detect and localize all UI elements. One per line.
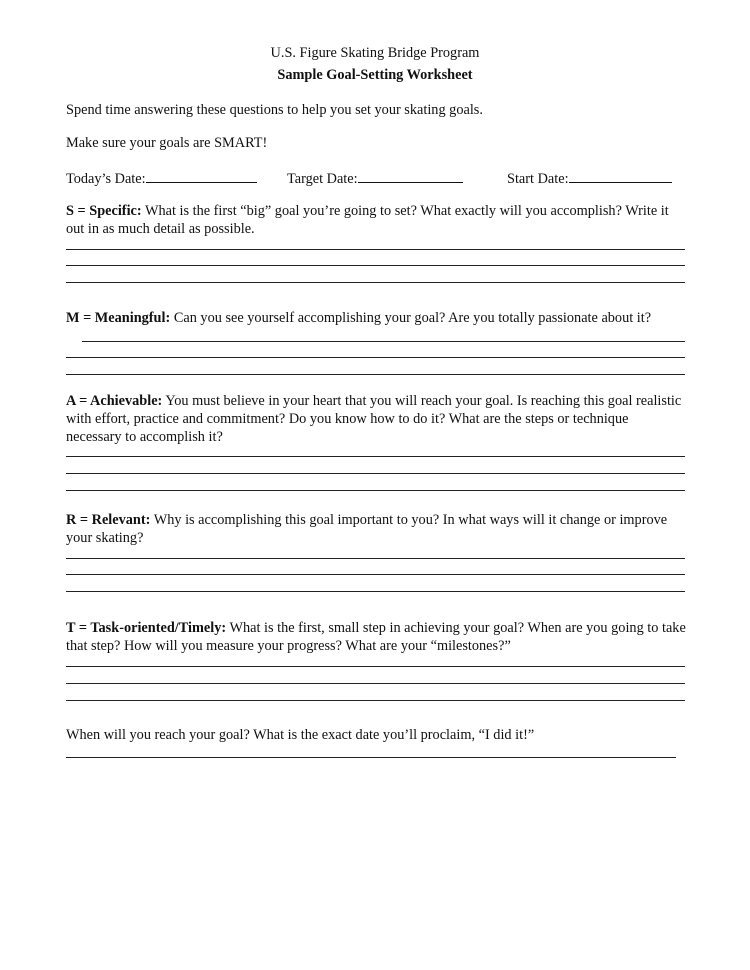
achievable-text: You must believe in your heart that you will reach your goal. Is reaching this goal realistic with effort, practice and commitment? Do you know how to do it? What are the steps or technique necessary to accomplish it?	[66, 393, 682, 445]
smart-reminder: Make sure your goals are SMART!	[66, 135, 268, 151]
meaningful-question	[66, 310, 651, 326]
meaningful-answer-line[interactable]	[66, 357, 685, 358]
start-date-blank[interactable]	[569, 168, 672, 183]
target-date-label: Target Date:	[287, 171, 358, 187]
worksheet-title: Sample Goal-Setting Worksheet	[277, 67, 473, 83]
section-meaningful	[66, 309, 686, 327]
relevant-answer-line[interactable]	[66, 558, 685, 559]
achievable-answer-line[interactable]	[66, 473, 685, 474]
closing-question: When will you reach your goal? What is the exact date you’ll proclaim, “I did it!”	[66, 727, 535, 743]
meaningful-answer-line[interactable]	[82, 341, 685, 342]
specific-answer-line[interactable]	[66, 249, 685, 250]
program-title: U.S. Figure Skating Bridge Program	[270, 45, 480, 61]
timely-answer-line[interactable]	[66, 666, 685, 667]
target-date-field[interactable]	[287, 168, 463, 188]
relevant-answer-line[interactable]	[66, 574, 685, 575]
goal-date-answer-line[interactable]	[66, 757, 676, 758]
relevant-label: R = Relevant:	[66, 512, 151, 528]
section-relevant	[66, 511, 686, 547]
start-date-label: Start Date:	[507, 171, 569, 187]
todays-date-field[interactable]	[66, 168, 257, 188]
timely-text: What is the first, small step in achieving your goal? When are you going to take that step? How will you measure your progress? What are your “milestones?”	[66, 620, 686, 654]
date-fields-row	[66, 168, 686, 188]
section-specific	[66, 202, 686, 238]
relevant-question	[66, 512, 667, 546]
section-timely	[66, 619, 686, 655]
achievable-question	[66, 393, 681, 445]
timely-answer-line[interactable]	[66, 700, 685, 701]
section-achievable	[66, 392, 686, 446]
achievable-answer-line[interactable]	[66, 456, 685, 457]
timely-answer-line[interactable]	[66, 683, 685, 684]
relevant-answer-line[interactable]	[66, 591, 685, 592]
relevant-text: Why is accomplishing this goal important to you? In what ways will it change or improve your skating?	[66, 512, 668, 546]
intro-instruction: Spend time answering these questions to help you set your skating goals.	[66, 102, 483, 118]
achievable-label: A = Achievable:	[66, 393, 163, 409]
target-date-blank[interactable]	[358, 168, 463, 183]
specific-label: S = Specific:	[66, 203, 142, 219]
specific-question	[66, 203, 669, 237]
start-date-field[interactable]	[507, 168, 672, 188]
todays-date-blank[interactable]	[146, 168, 257, 183]
specific-answer-line[interactable]	[66, 282, 685, 283]
meaningful-text: Can you see yourself accomplishing your goal? Are you totally passionate about it?	[170, 310, 652, 326]
todays-date-label: Today’s Date:	[66, 171, 146, 187]
achievable-answer-line[interactable]	[66, 490, 685, 491]
specific-text: What is the first “big” goal you’re going to set? What exactly will you accomplish? Write it out in as much detail as possible.	[66, 203, 669, 237]
specific-answer-line[interactable]	[66, 265, 685, 266]
meaningful-label: M = Meaningful:	[66, 310, 171, 326]
meaningful-answer-line[interactable]	[66, 374, 685, 375]
timely-question	[66, 620, 686, 654]
timely-label: T = Task-oriented/Timely:	[66, 620, 227, 636]
